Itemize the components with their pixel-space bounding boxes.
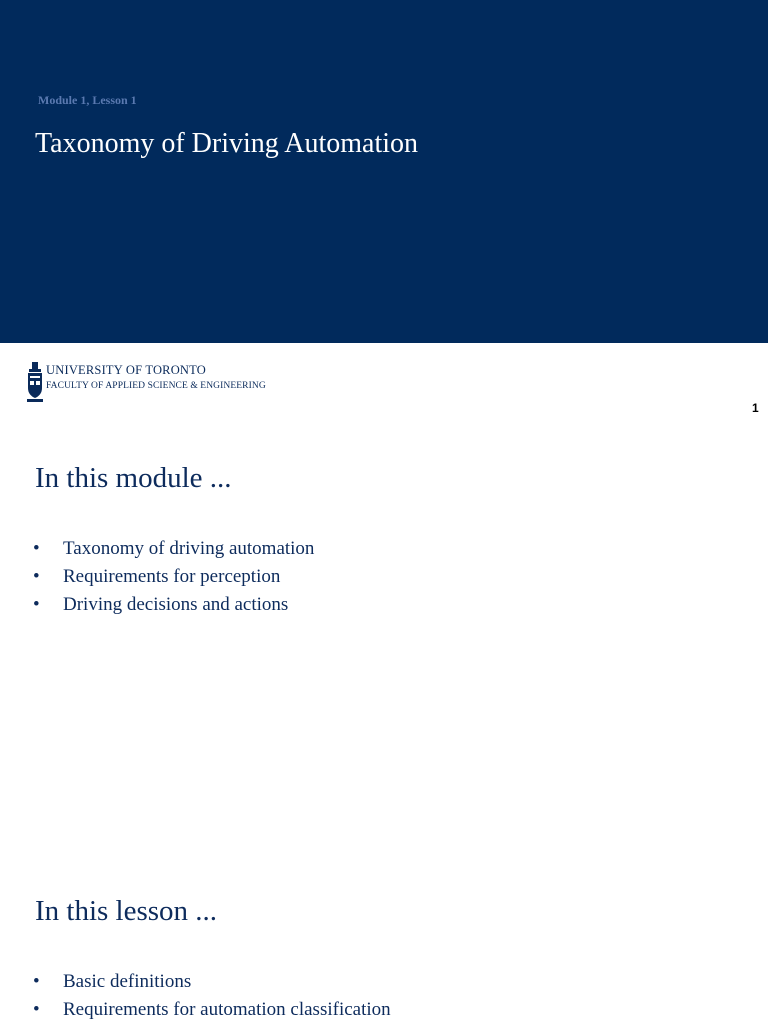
logo-university-name: UNIVERSITY OF TORONTO [46,363,206,377]
list-item-text: Driving decisions and actions [63,594,289,615]
bullet-icon: • [33,594,40,615]
page-number: 1 [752,401,759,415]
bullet-icon: • [33,999,40,1020]
module-label: Module 1, Lesson 1 [38,93,137,107]
crest-icon [26,362,44,406]
logo-faculty-name: FACULTY OF APPLIED SCIENCE & ENGINEERING [46,381,266,391]
module-heading: In this module ... [35,462,232,494]
list-item-text: Requirements for automation classification [63,999,391,1020]
slide-title: Taxonomy of Driving Automation [35,128,419,159]
university-logo [26,362,266,408]
list-item-text: Basic definitions [63,971,192,992]
list-item-text: Requirements for perception [63,566,281,587]
lesson-heading: In this lesson ... [35,895,218,927]
bullet-icon: • [33,538,40,559]
title-slide [0,0,768,343]
bullet-icon: • [33,971,40,992]
bullet-icon: • [33,566,40,587]
list-item-text: Taxonomy of driving automation [63,538,315,559]
